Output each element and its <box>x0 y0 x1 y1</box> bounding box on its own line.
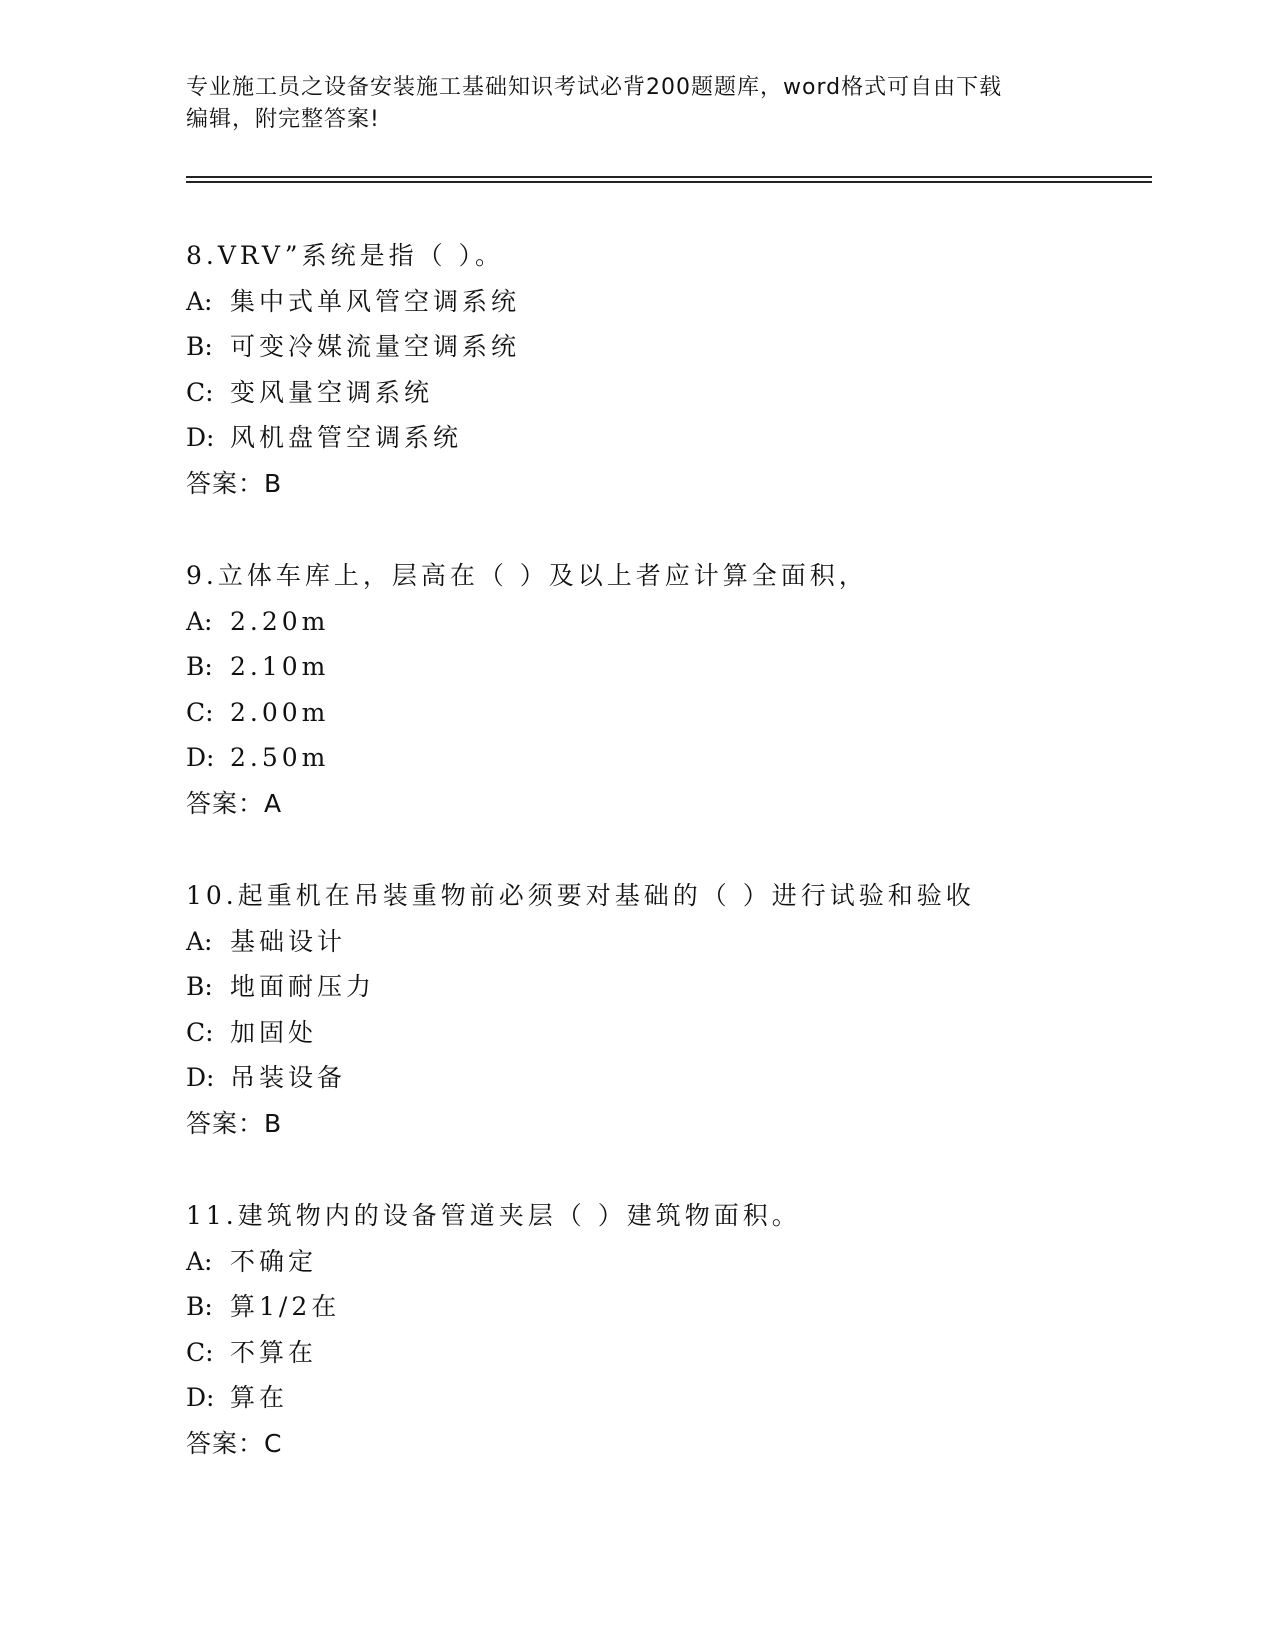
option-key: D: <box>186 743 215 772</box>
answer: 答案：B <box>186 1108 283 1138</box>
question-8 <box>186 233 1186 506</box>
option-text: 变风量空调系统 <box>230 377 434 407</box>
option-text: 算在 <box>230 1383 289 1412</box>
option-a <box>186 919 1186 965</box>
question-stem: 9.立体车库上，层高在（ ）及以上者应计算全面积， <box>186 561 868 590</box>
question-11 <box>186 1193 1186 1466</box>
question-9 <box>186 553 1186 826</box>
option-d <box>186 735 1186 781</box>
option-text: 不确定 <box>230 1246 318 1276</box>
option-text: 可变冷媒流量空调系统 <box>230 332 521 361</box>
option-key: B: <box>186 652 213 681</box>
option-key: D: <box>186 423 215 452</box>
option-text: 2.50m <box>230 743 330 772</box>
option-a <box>186 279 1186 325</box>
option-text: 吊装设备 <box>230 1063 347 1092</box>
answer: 答案：A <box>186 788 283 818</box>
option-key: B: <box>186 332 213 361</box>
option-key: C: <box>186 1017 214 1047</box>
option-text: 2.00m <box>230 697 330 727</box>
question-stem: 10.起重机在吊装重物前必须要对基础的（ ）进行试验和验收 <box>186 881 975 910</box>
header-line-1: 专业施工员之设备安装施工基础知识考试必背200题题库，word格式可自由下载 <box>186 75 1003 100</box>
option-text: 不算在 <box>230 1337 318 1367</box>
option-text: 地面耐压力 <box>230 972 376 1001</box>
question-10 <box>186 873 1186 1146</box>
option-key: C: <box>186 377 214 407</box>
question-stem: 11.建筑物内的设备管道夹层（ ）建筑物面积。 <box>186 1201 801 1230</box>
option-d <box>186 1375 1186 1421</box>
option-key: A: <box>186 286 213 316</box>
option-text: 基础设计 <box>230 926 347 956</box>
option-text: 加固处 <box>230 1017 318 1047</box>
option-b <box>186 964 1186 1010</box>
option-key: D: <box>186 1063 215 1092</box>
option-b <box>186 644 1186 690</box>
option-key: C: <box>186 697 214 727</box>
option-key: C: <box>186 1337 214 1367</box>
option-text: 风机盘管空调系统 <box>230 423 463 452</box>
option-a <box>186 599 1186 645</box>
header-divider-top <box>186 176 1152 178</box>
header-divider-bottom <box>186 181 1152 183</box>
document-header <box>186 72 1086 136</box>
option-key: A: <box>186 606 213 636</box>
option-text: 算1/2在 <box>230 1292 341 1321</box>
option-key: A: <box>186 926 213 956</box>
option-key: B: <box>186 972 213 1001</box>
header-line-2: 编辑，附完整答案! <box>186 107 380 132</box>
option-text: 2.20m <box>230 606 330 636</box>
option-key: A: <box>186 1246 213 1276</box>
answer: 答案：C <box>186 1428 283 1458</box>
option-b <box>186 1284 1186 1330</box>
option-a <box>186 1239 1186 1285</box>
option-key: B: <box>186 1292 213 1321</box>
option-text: 2.10m <box>230 652 330 681</box>
option-d <box>186 1055 1186 1101</box>
option-d <box>186 415 1186 461</box>
option-b <box>186 324 1186 370</box>
option-c <box>186 1010 1186 1056</box>
option-c <box>186 690 1186 736</box>
question-stem: 8.VRV”系统是指（ ）。 <box>186 241 505 270</box>
answer: 答案：B <box>186 468 283 498</box>
option-key: D: <box>186 1383 215 1412</box>
option-c <box>186 370 1186 416</box>
option-c <box>186 1330 1186 1376</box>
option-text: 集中式单风管空调系统 <box>230 286 521 316</box>
